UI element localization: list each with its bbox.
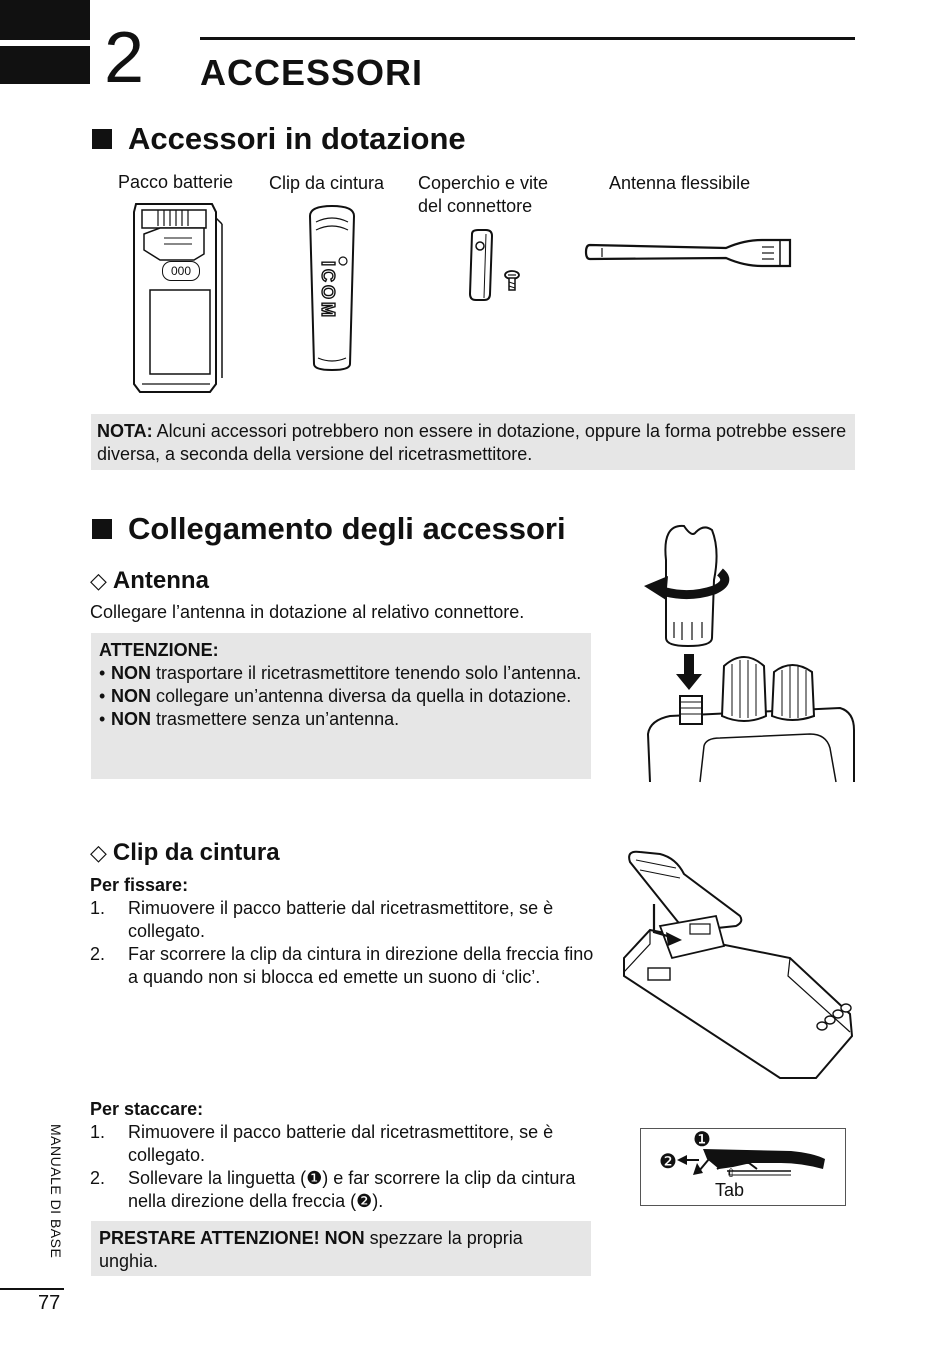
subsection-title-antenna (90, 567, 209, 595)
subsection-title-text: Antenna (112, 567, 209, 594)
section-title-supplied (92, 121, 466, 157)
detach-instructions (90, 1098, 595, 1213)
section-title-text: Collegamento degli accessori (128, 511, 566, 546)
caution-bullet-text: collegare un’antenna diversa da quella in dotazione. (151, 686, 572, 706)
step-text: Far scorrere la clip da cintura in direzione della freccia fino a quando non si blocca ed emette un suono di ‘clic’. (128, 944, 594, 987)
attach-title: Per fissare: (90, 875, 189, 895)
caution-bullet-bold: NON (111, 709, 151, 729)
label-belt-clip: Clip da cintura (269, 173, 385, 193)
icom-logo: ICOM (317, 260, 338, 320)
marker-one: ❶ (306, 1168, 323, 1188)
caution-bullet-text: trasmettere senza un’antenna. (151, 709, 400, 729)
step-text: Rimuovere il pacco batterie dal ricetrasmettitore, se è collegato. (128, 898, 554, 941)
attach-instructions (90, 874, 595, 989)
chapter-rule (200, 37, 855, 40)
page-number: 77 (38, 1292, 61, 1314)
diamond-outline-icon: ◇ (90, 568, 107, 593)
label-connector-cover-line2: del connettore (418, 196, 533, 216)
square-bullet-icon (92, 519, 112, 539)
belt-clip-logo-wrap (305, 258, 349, 322)
label-flexible-antenna: Antenna flessibile (609, 173, 751, 193)
step-text-part: ) e far scorrere la clip da cintura nella direzione della freccia ( (128, 1168, 576, 1211)
step-number: 2. (90, 944, 106, 964)
warning-box (91, 1221, 591, 1276)
chapter-tab-top (0, 0, 90, 40)
section-title-text: Accessori in dotazione (128, 121, 466, 156)
detach-title: Per staccare: (90, 1099, 204, 1119)
marker-two: ❷ (356, 1191, 373, 1211)
note-label: NOTA: (97, 421, 153, 441)
connector-cover-image (462, 228, 532, 308)
step-text (128, 1167, 595, 1213)
caution-bullet: • NON trasmettere senza un’antenna. (99, 709, 400, 729)
tab-label: Tab (715, 1180, 745, 1200)
subsection-title-belt-clip (90, 839, 280, 867)
screw-icon (503, 270, 523, 294)
diagram-marker-two: ❷ (659, 1151, 677, 1173)
note-box (91, 414, 855, 470)
caution-bullet-bold: NON (111, 663, 151, 683)
label-battery-pack: Pacco batterie (118, 172, 234, 192)
detach-step (90, 1121, 595, 1167)
chapter-tab-bottom (0, 46, 90, 84)
battery-pack-image (120, 198, 230, 398)
warning-bold: PRESTARE ATTENZIONE! NON (99, 1228, 365, 1248)
antenna-caution-box (91, 633, 591, 779)
diagram-marker-one: ❶ (693, 1129, 711, 1151)
chapter-title: ACCESSORI (200, 52, 424, 93)
caution-bullet-bold: NON (111, 686, 151, 706)
step-text-part: ). (372, 1191, 384, 1211)
detach-diagram (640, 1128, 846, 1206)
caution-bullet-text: trasportare il ricetrasmettitore tenendo solo l’antenna. (151, 663, 582, 683)
note-text: Alcuni accessori potrebbero non essere in dotazione, oppure la forma potrebbe essere diversa, a seconda della versione del ricetrasmettitore. (97, 421, 847, 464)
label-connector-cover (418, 172, 548, 218)
diamond-outline-icon: ◇ (90, 840, 107, 865)
warning-text: spezzare la propria unghia. (99, 1228, 523, 1271)
side-label: MANUALE DI BASE (48, 1124, 64, 1259)
step-number: 2. (90, 1168, 106, 1188)
attach-step (90, 897, 595, 943)
subsection-title-text: Clip da cintura (112, 839, 280, 866)
caution-bullet: • NON collegare un’antenna diversa da quella in dotazione. (99, 686, 572, 706)
tab-pointer-icon: ⇧ (726, 1166, 737, 1180)
attach-step (90, 943, 595, 989)
label-connector-cover-line1: Coperchio e vite (418, 173, 549, 193)
step-number: 1. (90, 898, 106, 918)
detach-step (90, 1167, 595, 1213)
square-bullet-icon (92, 129, 112, 149)
step-text: Rimuovere il pacco batterie dal ricetrasmettitore, se è collegato. (128, 1122, 554, 1165)
caution-title: ATTENZIONE: (99, 640, 219, 660)
belt-clip-attach-image (620, 846, 858, 1082)
antenna-instruction: Collegare l’antenna in dotazione al relativo connettore. (90, 602, 525, 622)
caution-bullet: • NON trasportare il ricetrasmettitore tenendo solo l’antenna. (99, 663, 582, 683)
step-number: 1. (90, 1122, 106, 1142)
battery-marking: 000 (162, 261, 200, 281)
section-title-connection (92, 511, 566, 547)
footer-rule (0, 1288, 64, 1290)
flexible-antenna-image (584, 236, 796, 272)
chapter-number: 2 (104, 18, 145, 98)
antenna-attach-image (640, 520, 856, 782)
step-text-part: Sollevare la linguetta ( (128, 1168, 307, 1188)
